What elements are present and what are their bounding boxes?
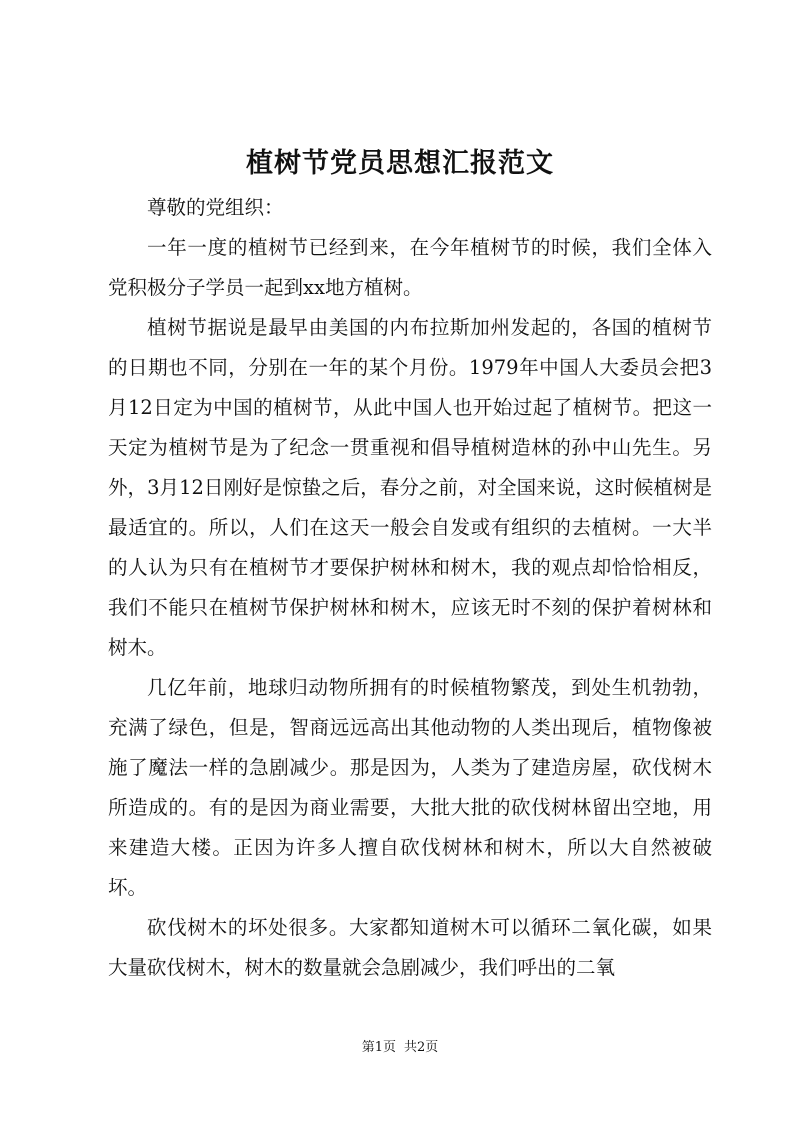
page-number: 第1页 [361,1040,396,1055]
page-footer [0,1038,800,1058]
paragraph: 一年一度的植树节已经到来，在今年植树节的时候，我们全体入党积极分子学员一起到xx地方植树。 [108,236,712,299]
paragraph: 几亿年前，地球归动物所拥有的时候植物繁茂，到处生机勃勃，充满了绿色，但是，智商远远高出其他动物的人类出现后，植物像被施了魔法一样的急剧减少。那是因为，人类为了建造房屋，砍伐树木所造成的。有的是因为商业需要，大批大批的砍伐树林留出空地，用来建造大楼。正因为许多人擅自砍伐树林和树木，所以大自然被破坏。 [108,676,712,899]
page-title: 植树节党员思想汇报范文 [246,148,554,179]
paragraph: 植树节据说是最早由美国的内布拉斯加州发起的，各国的植树节的日期也不同，分别在一年的某个月份。1979年中国人大委员会把3月12日定为中国的植树节，从此中国人也开始过起了植树节。把这一天定为植树节是为了纪念一贯重视和倡导植树造林的孙中山先生。另外，3月12日刚好是惊蛰之后，春分之前，对全国来说，这时候植树是最适宜的。所以，人们在这天一般会自发或有组织的去植树。一大半的人认为只有在植树节才要保护树林和树木，我的观点却恰恰相反，我们不能只在植树节保护树林和树木，应该无时不刻的保护着树林和树木。 [108,316,712,659]
salutation: 尊敬的党组织： [147,196,284,219]
page-total: 共2页 [404,1040,439,1055]
document-body [108,188,712,988]
paragraph: 砍伐树木的坏处很多。大家都知道树木可以循环二氧化碳，如果大量砍伐树木，树木的数量就会急剧减少，我们呼出的二氧 [108,916,712,979]
